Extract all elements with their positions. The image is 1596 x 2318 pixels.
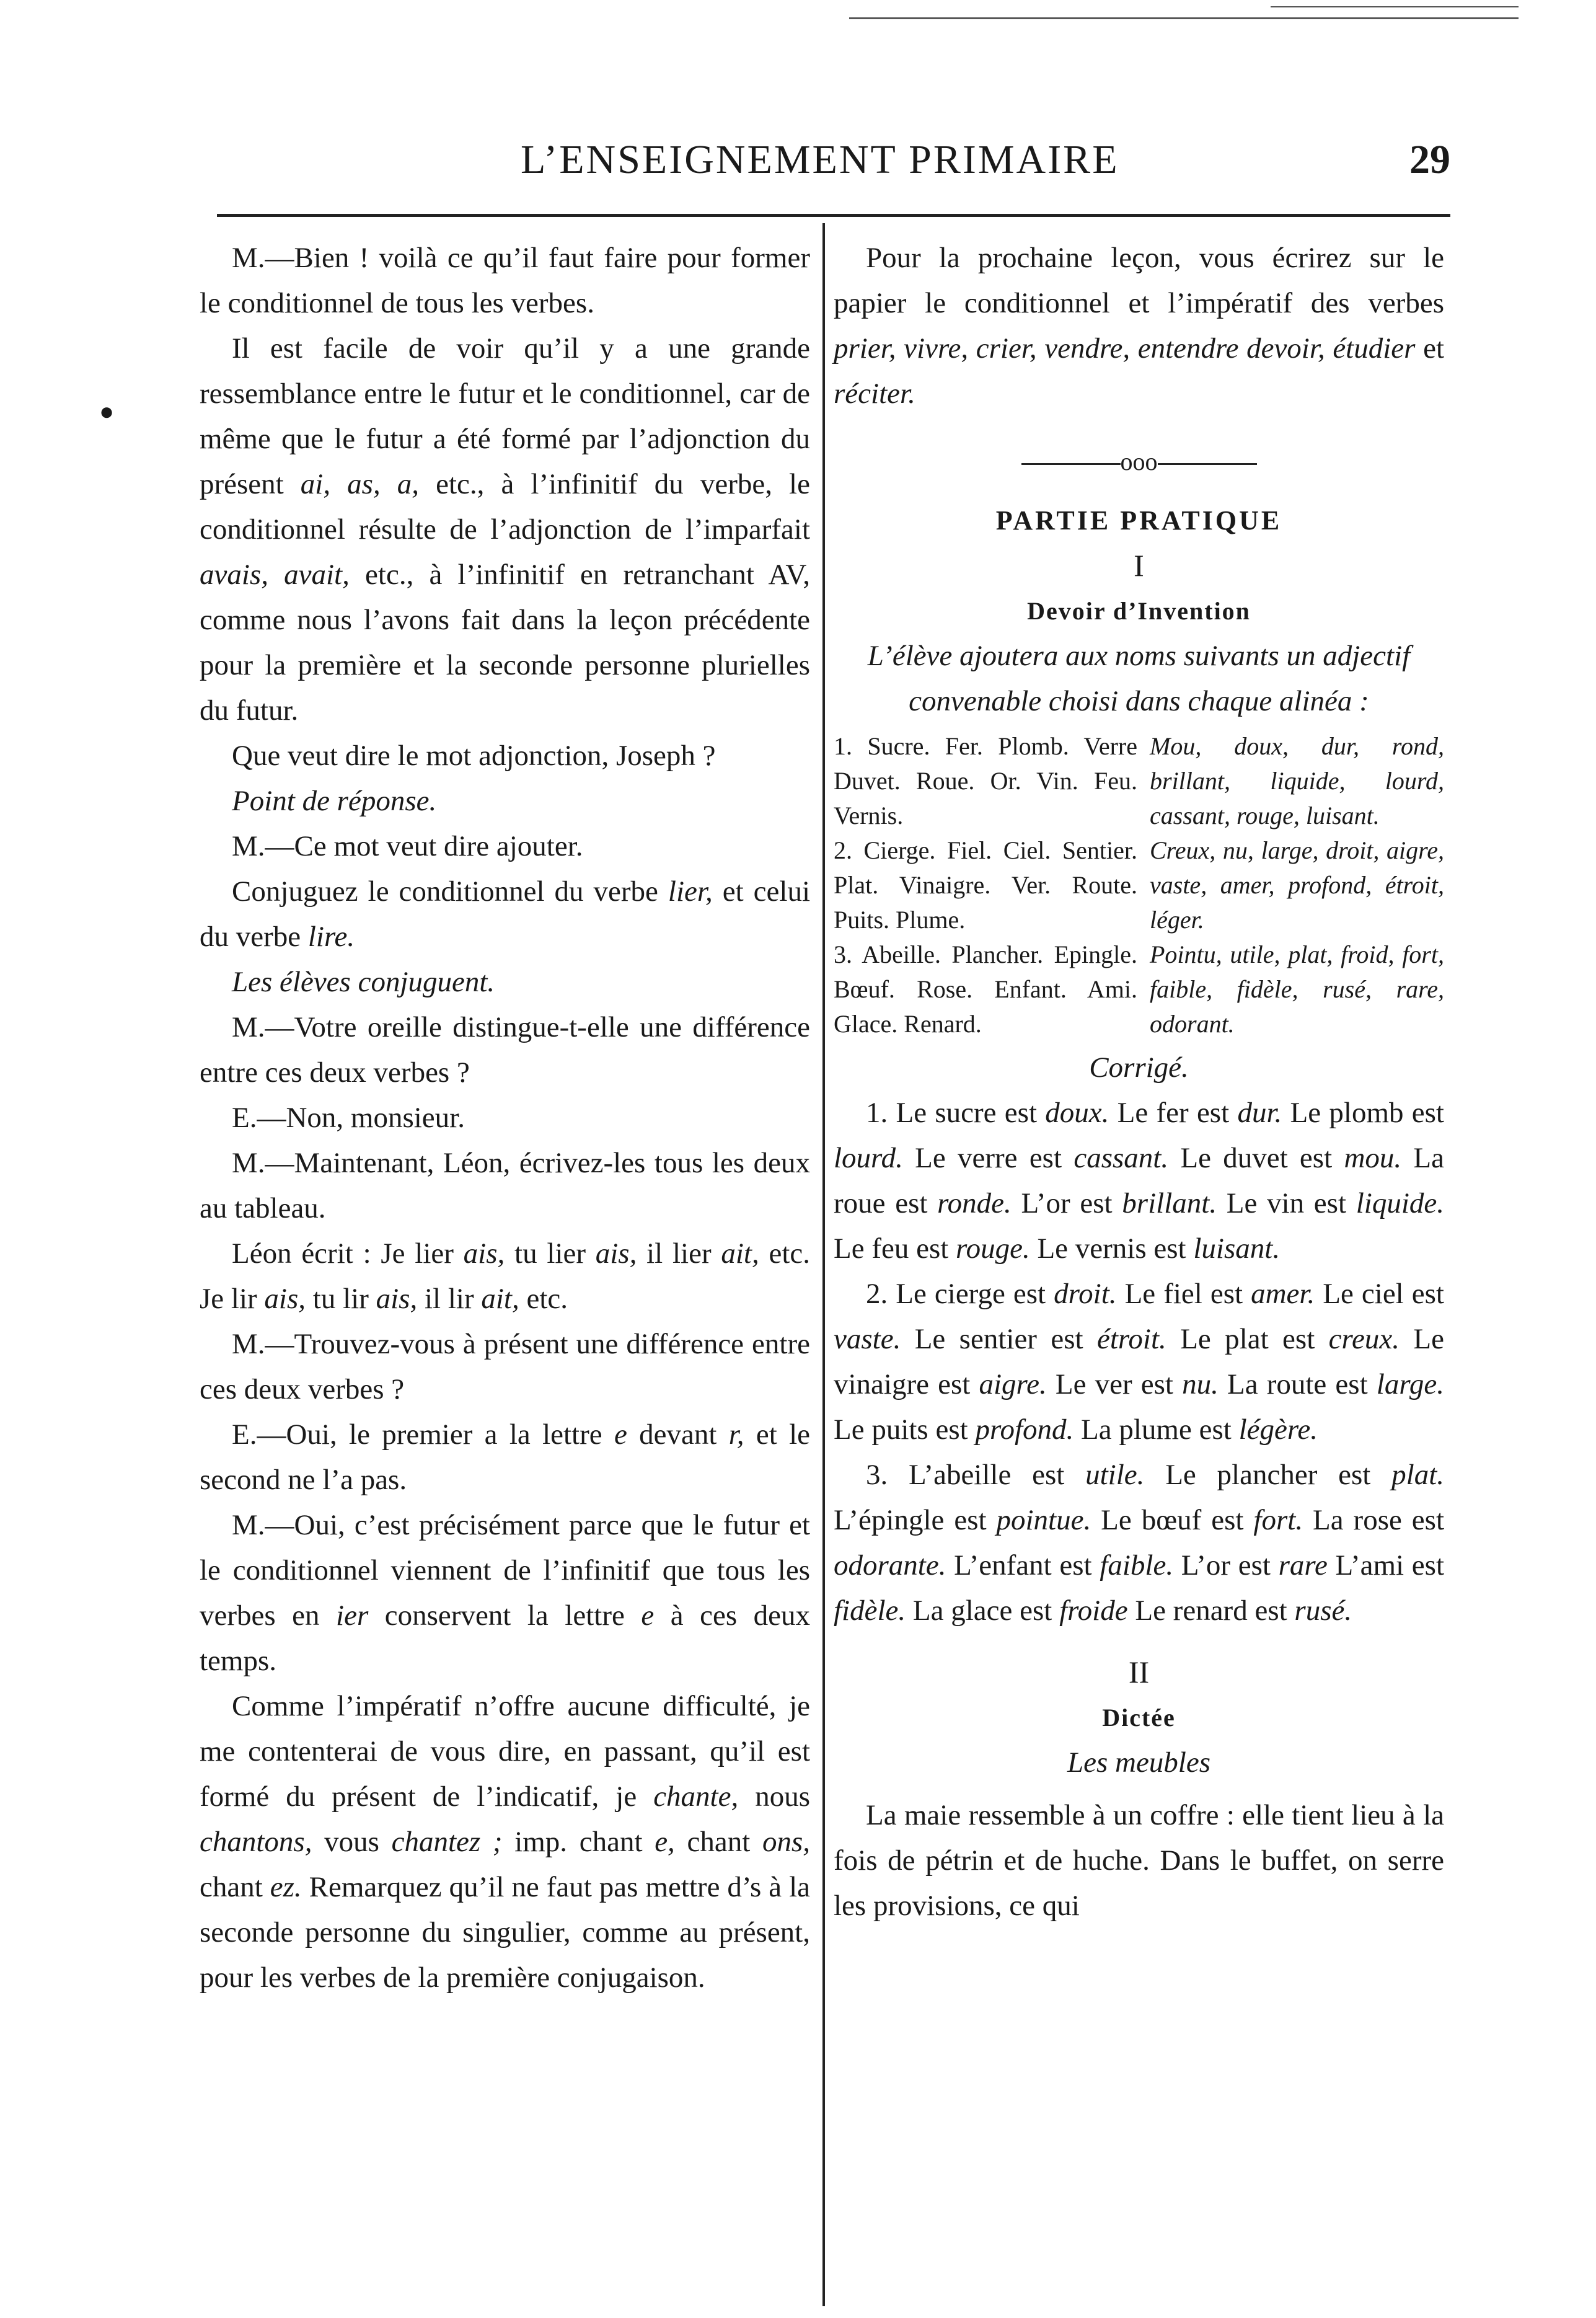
left-paragraph [200,1141,810,1231]
text-run: L’épingle est [834,1504,997,1536]
italic-text: fort. [1253,1504,1303,1536]
italic-text: prier, vivre, crier, vendre, entendre devoir, étudier [834,332,1416,365]
text-run: La plume est [1074,1413,1239,1446]
text-run: Le duvet est [1168,1142,1344,1174]
running-title: L’ENSEIGNEMENT PRIMAIRE [521,137,1119,182]
italic-text: chantez ; [391,1826,503,1858]
page-header [211,124,1450,192]
text-run: Le plancher est [1144,1459,1392,1491]
text-run: etc. Je lir [200,1237,811,1315]
italic-text: cassant. [1074,1142,1169,1174]
italic-text: rusé. [1294,1595,1352,1627]
italic-text: creux. [1328,1323,1400,1355]
text-run: Le vinaigre est [834,1323,1444,1400]
text-run: Le feu est [834,1232,956,1265]
text-run: M.—Bien ! voilà ce qu’il faut faire pour former le conditionnel de tous les verbes. [200,242,810,319]
left-paragraph [200,1095,810,1141]
text-run: devant [627,1418,729,1451]
text-run: tu lier [505,1237,596,1270]
text-run: La roue est [834,1142,1444,1219]
left-paragraph [200,779,810,824]
text-run: Le puits est [834,1413,976,1446]
italic-text: ais, [595,1237,637,1270]
subsection-title-2: Dictée [1102,1704,1176,1732]
italic-text: chante, [653,1781,739,1813]
italic-text: doux. [1045,1097,1109,1129]
dictee-title: Les meubles [1067,1746,1211,1779]
italic-text: Les élèves conjuguent. [232,966,495,998]
italic-text: avais, avait, [200,559,350,591]
text-run: Le bœuf est [1091,1504,1254,1536]
text-run: M.—Maintenant, Léon, écrivez-les tous les deux au tableau. [200,1147,810,1224]
exercise-adjectives: Pointu, utile, plat, froid, fort, faible, fidèle, rusé, rare, odorant. [1150,940,1444,1038]
text-run: chant [200,1871,270,1903]
left-column [200,236,810,2001]
italic-text: large. [1376,1368,1444,1400]
exercise-adjectives: Mou, doux, dur, rond, brillant, liquide, lourd, cassant, rouge, luisant. [1150,732,1444,829]
italic-text: droit. [1054,1278,1117,1310]
italic-text: luisant. [1193,1232,1281,1265]
left-paragraph [200,236,810,326]
text-run: La route est [1218,1368,1377,1400]
corrige-paragraph [834,1272,1444,1453]
italic-text: e [641,1599,655,1632]
text-run: Conjuguez le conditionnel du verbe [232,875,668,908]
italic-text: légère. [1238,1413,1318,1446]
italic-text: rouge. [956,1232,1030,1265]
text-run: Le verre est [902,1142,1074,1174]
italic-text: ai, as, a, [300,468,420,500]
spacer [834,1634,1444,1650]
italic-text: Point de réponse. [232,785,437,817]
left-paragraph [200,1322,810,1412]
text-run: M.—Oui, c’est précisément parce que le futur et le conditionnel viennent de l’infinitif que tous les verbes en [200,1509,810,1632]
italic-text: brillant. [1122,1187,1217,1219]
dictee-paragraph: La maie ressemble à un coffre : elle tient lieu à la fois de pétrin et de huche. Dans le buffet, on serre les provisions, ce qui [834,1799,1444,1922]
text-run: Il est facile de voir qu’il y a une grande ressemblance entre le futur et le conditionnel, car de même que le futur a été formé par l’adjonction du présent [200,332,810,500]
exercise-row [834,937,1444,1042]
left-paragraph [200,1412,810,1503]
text-run: Le plomb est [1282,1097,1444,1129]
text-run: Le fiel est [1116,1278,1251,1310]
exercise-nouns: 3. Abeille. Plancher. Epingle. Bœuf. Rose. Enfant. Ami. Glace. Renard. [834,940,1137,1038]
text-run: et celui du verbe [200,875,811,953]
right-column [834,236,1444,1929]
text-run: etc., à l’infinitif du verbe, le conditionnel résulte de l’adjonction de l’imparfait [200,468,810,546]
separator-dash-right [1158,463,1257,465]
exercise-row [834,833,1444,937]
italic-text: lourd. [834,1142,903,1174]
italic-text: réciter. [834,378,915,410]
text-run: 3. L’abeille est [866,1459,1086,1491]
spacer [834,1785,1444,1793]
text-run: 1. Le sucre est [866,1097,1046,1129]
text-run: nous [738,1781,810,1813]
column-divider [822,223,825,2306]
exercise-nouns: 1. Sucre. Fer. Plomb. Verre Duvet. Roue. Or. Vin. Feu. Vernis. [834,732,1137,829]
text-run: vous [312,1826,392,1858]
left-paragraph [200,960,810,1005]
italic-text: ais, [376,1283,418,1315]
italic-text: e, [655,1826,675,1858]
italic-text: utile. [1085,1459,1145,1491]
exercise-instruction: L’élève ajoutera aux noms suivants un adjectif convenable choisi dans chaque alinéa : [867,640,1411,717]
text-run: Que veut dire le mot adjonction, Joseph ? [232,740,716,772]
italic-text: e [614,1418,627,1451]
text-run: conservent la lettre [368,1599,641,1632]
exercise-table [834,729,1444,1042]
text-run: L’enfant est [946,1549,1100,1581]
italic-text: ais, [264,1283,306,1315]
text-run: Le ciel est [1315,1278,1444,1310]
text-run: M.—Trouvez-vous à présent une différence entre ces deux verbes ? [200,1328,810,1405]
header-rule [217,214,1450,217]
text-run: La glace est [906,1595,1060,1627]
corrige-paragraph [834,1090,1444,1272]
text-run: etc., à l’infinitif en retranchant AV, comme nous l’avons fait dans la leçon précédente pour la première et la seconde personne plurielles du futur. [200,559,811,727]
left-paragraph [200,1231,810,1322]
corrige-paragraph [834,1453,1444,1634]
part-number-2: II [1128,1655,1150,1689]
text-run: à ces deux temps. [200,1599,810,1677]
italic-text: ons, [762,1826,810,1858]
text-run: Le fer est [1109,1097,1238,1129]
italic-text: odorante. [834,1549,946,1581]
page-number: 29 [1409,137,1450,182]
part-number-1: I [1134,548,1144,583]
left-paragraph [200,824,810,869]
italic-text: dur. [1237,1097,1282,1129]
italic-text: ait, [481,1283,519,1315]
italic-text: faible. [1100,1549,1174,1581]
text-run: M.—Votre oreille distingue-t-elle une différence entre ces deux verbes ? [200,1011,810,1089]
text-run: 2. Le cierge est [866,1278,1054,1310]
text-run: Le plat est [1166,1323,1329,1355]
italic-text: vaste. [834,1323,901,1355]
text-run: L’or est [1173,1549,1279,1581]
italic-text: ais, [463,1237,505,1270]
corrige-text [834,1090,1444,1634]
left-paragraph [200,733,810,779]
top-edge-line [849,17,1519,19]
italic-text: chantons, [200,1826,312,1858]
text-run: il lier [637,1237,721,1270]
italic-text: liquide. [1356,1187,1444,1219]
exercise-adjectives: Creux, nu, large, droit, aigre, vaste, amer, profond, étroit, léger. [1150,836,1444,934]
italic-text: ier [336,1599,369,1632]
left-paragraph [200,326,810,733]
exercise-nouns: 2. Cierge. Fiel. Ciel. Sentier. Plat. Vinaigre. Ver. Route. Puits. Plume. [834,836,1137,934]
italic-text: aigre. [979,1368,1047,1400]
separator-text: ooo [1120,448,1158,476]
italic-text: pointue. [996,1504,1091,1536]
italic-text: fidèle. [834,1595,906,1627]
text-run: Le renard est [1127,1595,1295,1627]
italic-text: profond. [975,1413,1074,1446]
italic-text: nu. [1182,1368,1219,1400]
left-paragraph [200,1005,810,1095]
italic-text: amer. [1251,1278,1315,1310]
text-run: Le ver est [1046,1368,1183,1400]
text-run: imp. chant [502,1826,655,1858]
text-run: Le vin est [1217,1187,1356,1219]
italic-text: ait, [721,1237,759,1270]
text-run: L’or est [1011,1187,1122,1219]
text-run: Remarquez qu’il ne faut pas mettre d’s à la seconde personne du singulier, comme au présent, pour les verbes de la première conjugaison. [200,1871,811,1994]
italic-text: froide [1059,1595,1128,1627]
italic-text: r, [728,1418,744,1451]
left-paragraph [200,1684,810,2001]
text-run: et [1415,332,1444,365]
left-paragraph [200,1503,810,1684]
italic-text: lire. [307,921,355,953]
text-run: Pour la prochaine leçon, vous écrirez sur le papier le conditionnel et l’impératif des verbes [834,242,1444,319]
text-run: Le sentier est [901,1323,1097,1355]
assignment-paragraph [834,236,1444,417]
italic-text: mou. [1344,1142,1402,1174]
binding-mark: ● [99,397,115,425]
text-run: L’ami est [1327,1549,1444,1581]
italic-text: ronde. [937,1187,1012,1219]
subsection-title-1: Devoir d’Invention [1027,597,1251,625]
top-edge-line-short [1271,6,1519,7]
text-run: Comme l’impératif n’offre aucune difficulté, je me contenterai de vous dire, en passant, qu’il est formé du présent de l’indicatif, je [200,1690,810,1813]
text-run: etc. [519,1283,568,1315]
text-run: tu lir [306,1283,376,1315]
text-run: il lir [417,1283,482,1315]
text-run: E.—Oui, le premier a la lettre [232,1418,614,1451]
italic-text: lier, [668,875,713,908]
text-run: et le second ne l’a pas. [200,1418,810,1496]
italic-text: rare [1278,1549,1328,1581]
separator-dash-left [1021,463,1121,465]
left-paragraph [200,869,810,960]
text-run: M.—Ce mot veut dire ajouter. [232,830,583,862]
text-run: Léon écrit : Je lier [232,1237,464,1270]
text-run: Le vernis est [1029,1232,1194,1265]
exercise-row [834,729,1444,833]
section-title: PARTIE PRATIQUE [995,505,1282,536]
italic-text: plat. [1391,1459,1445,1491]
text-run: E.—Non, monsieur. [232,1102,465,1134]
text-run: La rose est [1303,1504,1445,1536]
separator [834,439,1444,484]
italic-text: ez. [270,1871,302,1903]
italic-text: étroit. [1096,1323,1166,1355]
corrige-title: Corrigé. [1089,1051,1189,1084]
text-run: chant [674,1826,762,1858]
